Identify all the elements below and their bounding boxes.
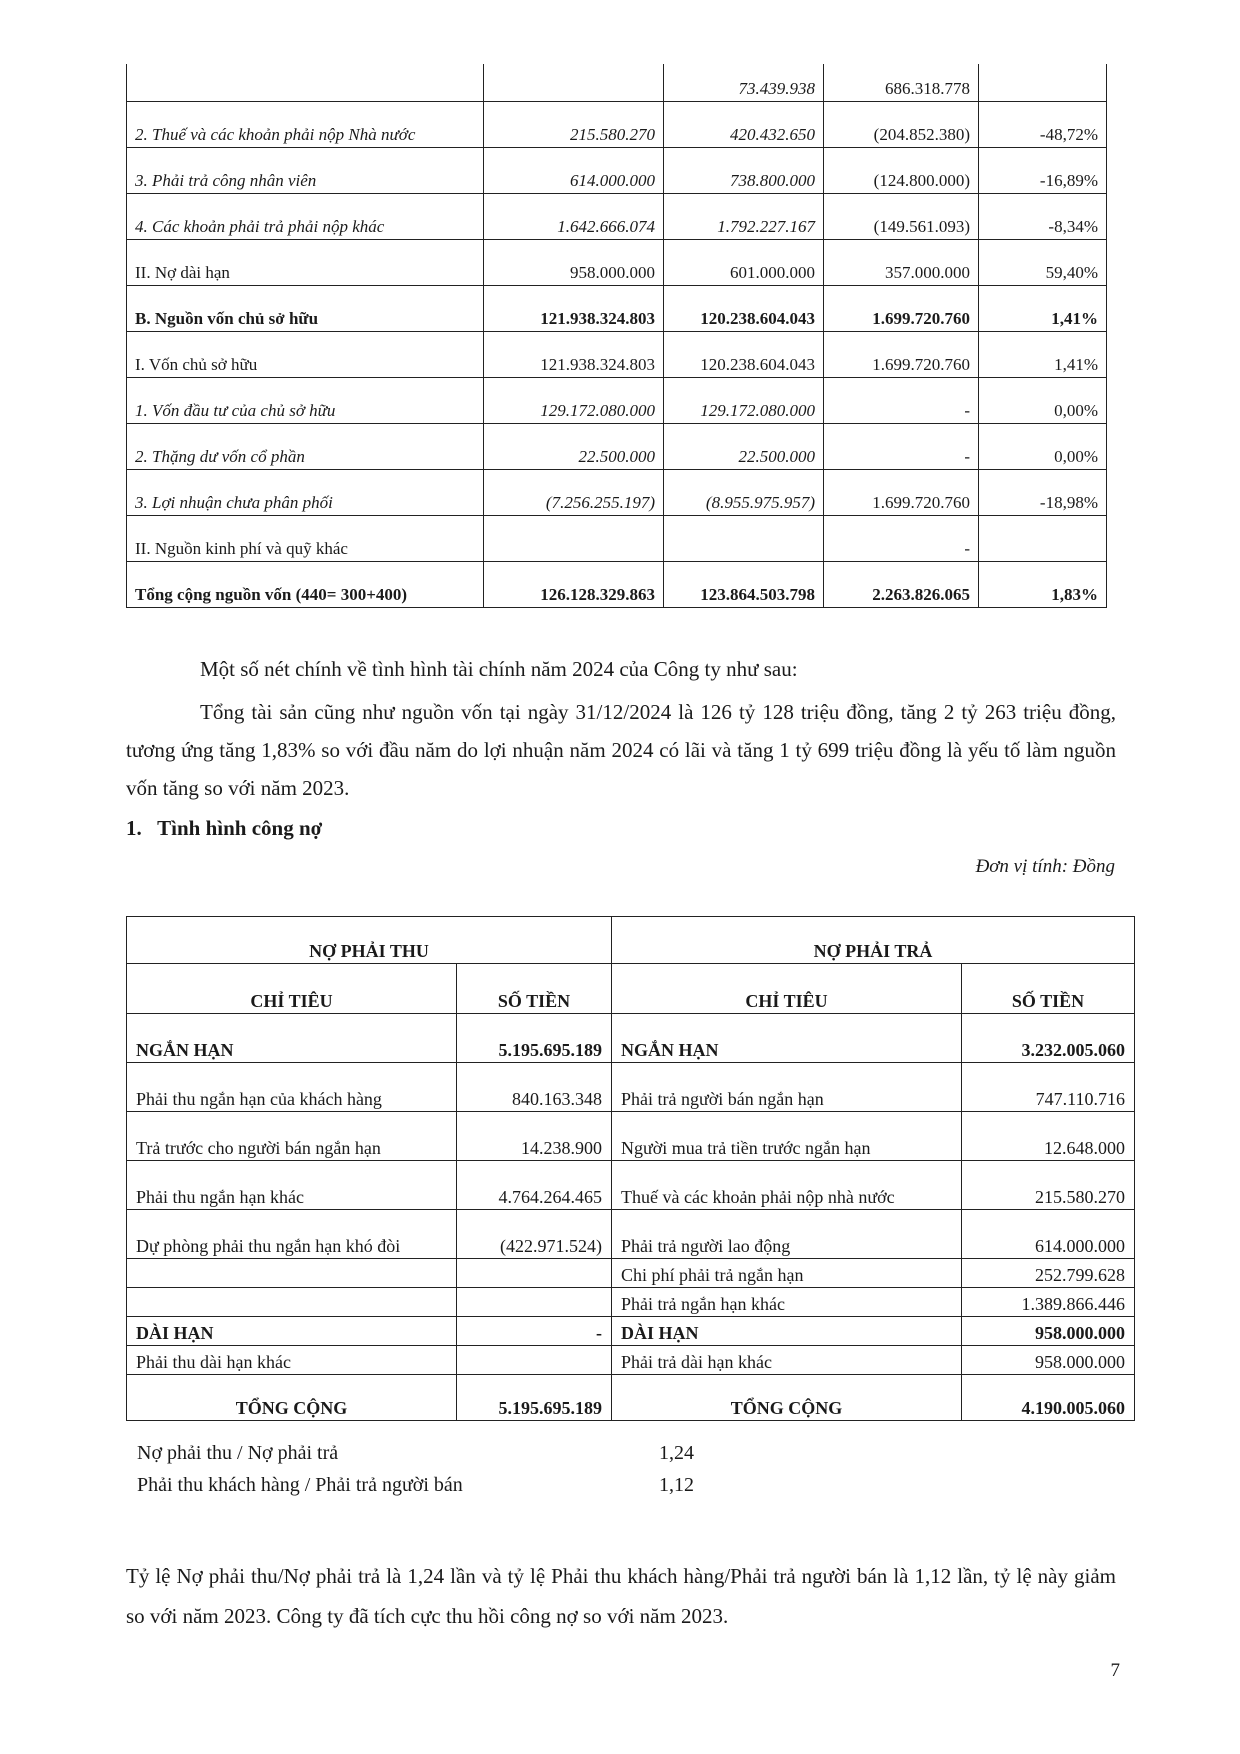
table-header-row xyxy=(127,964,1135,1014)
long-term-receivable: - xyxy=(457,1317,612,1346)
receivable-item: Phải thu dài hạn khác xyxy=(127,1346,457,1375)
debt-table xyxy=(126,916,1135,1421)
receivable-item xyxy=(127,1259,457,1288)
payable-header: NỢ PHẢI TRẢ xyxy=(612,917,1135,964)
value-diff: (149.561.093) xyxy=(824,194,979,240)
value-pct: -18,98% xyxy=(979,470,1107,516)
payable-amount: 747.110.716 xyxy=(962,1063,1135,1112)
value-pct: 0,00% xyxy=(979,378,1107,424)
value-diff: 1.699.720.760 xyxy=(824,332,979,378)
value-pct: 59,40% xyxy=(979,240,1107,286)
table-row xyxy=(127,1346,1135,1375)
value-diff: 1.699.720.760 xyxy=(824,470,979,516)
value-2024: 614.000.000 xyxy=(484,148,664,194)
table-row xyxy=(127,1288,1135,1317)
table-row xyxy=(127,1161,1135,1210)
value-2023: 123.864.503.798 xyxy=(664,562,824,608)
value-diff: 2.263.826.065 xyxy=(824,562,979,608)
table-row xyxy=(127,240,1107,286)
table-row xyxy=(127,1112,1135,1161)
value-2023: (8.955.975.957) xyxy=(664,470,824,516)
row-label: 4. Các khoản phải trả phải nộp khác xyxy=(127,194,484,240)
long-term-label: DÀI HẠN xyxy=(127,1317,457,1346)
value-2023: 601.000.000 xyxy=(664,240,824,286)
ratio-label: Phải thu khách hàng / Phải trả người bán xyxy=(137,1474,463,1496)
receivable-header: NỢ PHẢI THU xyxy=(127,917,612,964)
value-diff: 357.000.000 xyxy=(824,240,979,286)
column-header-item: CHỈ TIÊU xyxy=(612,964,962,1014)
payable-item: Phải trả người bán ngắn hạn xyxy=(612,1063,962,1112)
long-term-label: DÀI HẠN xyxy=(612,1317,962,1346)
value-2024: 121.938.324.803 xyxy=(484,286,664,332)
value-2024: 22.500.000 xyxy=(484,424,664,470)
receivable-item: Phải thu ngắn hạn khác xyxy=(127,1161,457,1210)
payable-item: Phải trả dài hạn khác xyxy=(612,1346,962,1375)
receivable-amount xyxy=(457,1346,612,1375)
value-pct: 0,00% xyxy=(979,424,1107,470)
value-2024: 121.938.324.803 xyxy=(484,332,664,378)
value-2023: 129.172.080.000 xyxy=(664,378,824,424)
total-receivable: 5.195.695.189 xyxy=(457,1375,612,1421)
payable-amount: 614.000.000 xyxy=(962,1210,1135,1259)
column-header-amount: SỐ TIỀN xyxy=(962,964,1135,1014)
value-2024: (7.256.255.197) xyxy=(484,470,664,516)
row-label: 3. Lợi nhuận chưa phân phối xyxy=(127,470,484,516)
balance-sheet-table xyxy=(126,64,1107,608)
total-payable: 4.190.005.060 xyxy=(962,1375,1135,1421)
ratio-value: 1,12 xyxy=(659,1474,694,1496)
value-2023: 120.238.604.043 xyxy=(664,332,824,378)
value-2024 xyxy=(484,64,664,102)
table-row xyxy=(127,470,1107,516)
table-row xyxy=(127,286,1107,332)
value-pct: 1,41% xyxy=(979,286,1107,332)
table-row xyxy=(127,516,1107,562)
section-title: Tình hình công nợ xyxy=(157,816,323,840)
table-header-row xyxy=(127,917,1135,964)
short-term-receivable: 5.195.695.189 xyxy=(457,1014,612,1063)
receivable-item: Trả trước cho người bán ngắn hạn xyxy=(127,1112,457,1161)
value-pct: -48,72% xyxy=(979,102,1107,148)
section-number: 1. xyxy=(126,816,142,840)
receivable-item: Dự phòng phải thu ngắn hạn khó đòi xyxy=(127,1210,457,1259)
table-row xyxy=(127,1210,1135,1259)
value-pct: 1,83% xyxy=(979,562,1107,608)
value-2023: 1.792.227.167 xyxy=(664,194,824,240)
value-2024: 1.642.666.074 xyxy=(484,194,664,240)
row-label: 1. Vốn đầu tư của chủ sở hữu xyxy=(127,378,484,424)
section-heading xyxy=(126,816,322,841)
value-diff: (124.800.000) xyxy=(824,148,979,194)
total-capital-paragraph: Tổng tài sản cũng như nguồn vốn tại ngày 31/12/2024 là 126 tỷ 128 triệu đồng, tăng 2 tỷ 263 triệu đồng, tương ứng tăng 1,83% so với đầu năm do lợi nhuận năm 2024 có lãi và tăng 1 tỷ 699 triệu đồng là yếu tố làm nguồn vốn tăng so với năm 2023. xyxy=(126,700,1116,800)
value-2023: 420.432.650 xyxy=(664,102,824,148)
payable-amount: 12.648.000 xyxy=(962,1112,1135,1161)
table-row xyxy=(127,1014,1135,1063)
receivable-amount: 4.764.264.465 xyxy=(457,1161,612,1210)
ratio-value: 1,24 xyxy=(659,1442,694,1464)
payable-amount: 958.000.000 xyxy=(962,1346,1135,1375)
payable-item: Thuế và các khoản phải nộp nhà nước xyxy=(612,1161,962,1210)
unit-note: Đơn vị tính: Đồng xyxy=(975,856,1115,877)
receivable-item xyxy=(127,1288,457,1317)
value-pct: 1,41% xyxy=(979,332,1107,378)
table-row xyxy=(127,1063,1135,1112)
ratio-label: Nợ phải thu / Nợ phải trả xyxy=(137,1442,339,1464)
value-2023: 738.800.000 xyxy=(664,148,824,194)
short-term-label: NGẮN HẠN xyxy=(612,1014,962,1063)
value-2024: 958.000.000 xyxy=(484,240,664,286)
page-number: 7 xyxy=(1110,1660,1120,1681)
receivable-amount: (422.971.524) xyxy=(457,1210,612,1259)
payable-amount: 1.389.866.446 xyxy=(962,1288,1135,1317)
receivable-amount xyxy=(457,1259,612,1288)
table-row xyxy=(127,194,1107,240)
value-diff: - xyxy=(824,424,979,470)
value-2023: 73.439.938 xyxy=(664,64,824,102)
receivable-amount: 840.163.348 xyxy=(457,1063,612,1112)
value-2023: 22.500.000 xyxy=(664,424,824,470)
payable-amount: 215.580.270 xyxy=(962,1161,1135,1210)
value-diff: - xyxy=(824,378,979,424)
table-row xyxy=(127,64,1107,102)
column-header-amount: SỐ TIỀN xyxy=(457,964,612,1014)
row-label: II. Nợ dài hạn xyxy=(127,240,484,286)
table-row xyxy=(127,332,1107,378)
table-total-row xyxy=(127,1375,1135,1421)
value-diff: - xyxy=(824,516,979,562)
value-2024: 215.580.270 xyxy=(484,102,664,148)
value-2024: 129.172.080.000 xyxy=(484,378,664,424)
table-row xyxy=(127,1259,1135,1288)
table-row xyxy=(127,424,1107,470)
payable-item: Phải trả người lao động xyxy=(612,1210,962,1259)
value-pct: -8,34% xyxy=(979,194,1107,240)
table-row xyxy=(127,378,1107,424)
receivable-amount xyxy=(457,1288,612,1317)
row-label: Tổng cộng nguồn vốn (440= 300+400) xyxy=(127,562,484,608)
total-label: TỔNG CỘNG xyxy=(612,1375,962,1421)
row-label: 3. Phải trả công nhân viên xyxy=(127,148,484,194)
total-label: TỔNG CỘNG xyxy=(127,1375,457,1421)
receivable-item: Phải thu ngắn hạn của khách hàng xyxy=(127,1063,457,1112)
row-label xyxy=(127,64,484,102)
value-pct: -16,89% xyxy=(979,148,1107,194)
value-2023: 120.238.604.043 xyxy=(664,286,824,332)
value-2024: 126.128.329.863 xyxy=(484,562,664,608)
payable-item: Phải trả ngắn hạn khác xyxy=(612,1288,962,1317)
row-label: 2. Thuế và các khoản phải nộp Nhà nước xyxy=(127,102,484,148)
value-diff: 1.699.720.760 xyxy=(824,286,979,332)
receivable-amount: 14.238.900 xyxy=(457,1112,612,1161)
table-row xyxy=(127,148,1107,194)
short-term-payable: 3.232.005.060 xyxy=(962,1014,1135,1063)
value-diff: 686.318.778 xyxy=(824,64,979,102)
table-row xyxy=(127,562,1107,608)
row-label: 2. Thặng dư vốn cổ phần xyxy=(127,424,484,470)
value-2024 xyxy=(484,516,664,562)
value-pct xyxy=(979,516,1107,562)
conclusion-paragraph: Tỷ lệ Nợ phải thu/Nợ phải trả là 1,24 lần và tỷ lệ Phải thu khách hàng/Phải trả người bán là 1,12 lần, tỷ lệ này giảm so với năm 2023. Công ty đã tích cực thu hồi công nợ so với năm 2023. xyxy=(126,1564,1116,1628)
row-label: II. Nguồn kinh phí và quỹ khác xyxy=(127,516,484,562)
value-diff: (204.852.380) xyxy=(824,102,979,148)
payable-item: Người mua trả tiền trước ngắn hạn xyxy=(612,1112,962,1161)
payable-item: Chi phí phải trả ngắn hạn xyxy=(612,1259,962,1288)
value-pct xyxy=(979,64,1107,102)
long-term-payable: 958.000.000 xyxy=(962,1317,1135,1346)
table-row xyxy=(127,1317,1135,1346)
column-header-item: CHỈ TIÊU xyxy=(127,964,457,1014)
table-row xyxy=(127,102,1107,148)
row-label: B. Nguồn vốn chủ sở hữu xyxy=(127,286,484,332)
short-term-label: NGẮN HẠN xyxy=(127,1014,457,1063)
row-label: I. Vốn chủ sở hữu xyxy=(127,332,484,378)
payable-amount: 252.799.628 xyxy=(962,1259,1135,1288)
value-2023 xyxy=(664,516,824,562)
intro-paragraph: Một số nét chính về tình hình tài chính năm 2024 của Công ty như sau: xyxy=(200,657,798,681)
